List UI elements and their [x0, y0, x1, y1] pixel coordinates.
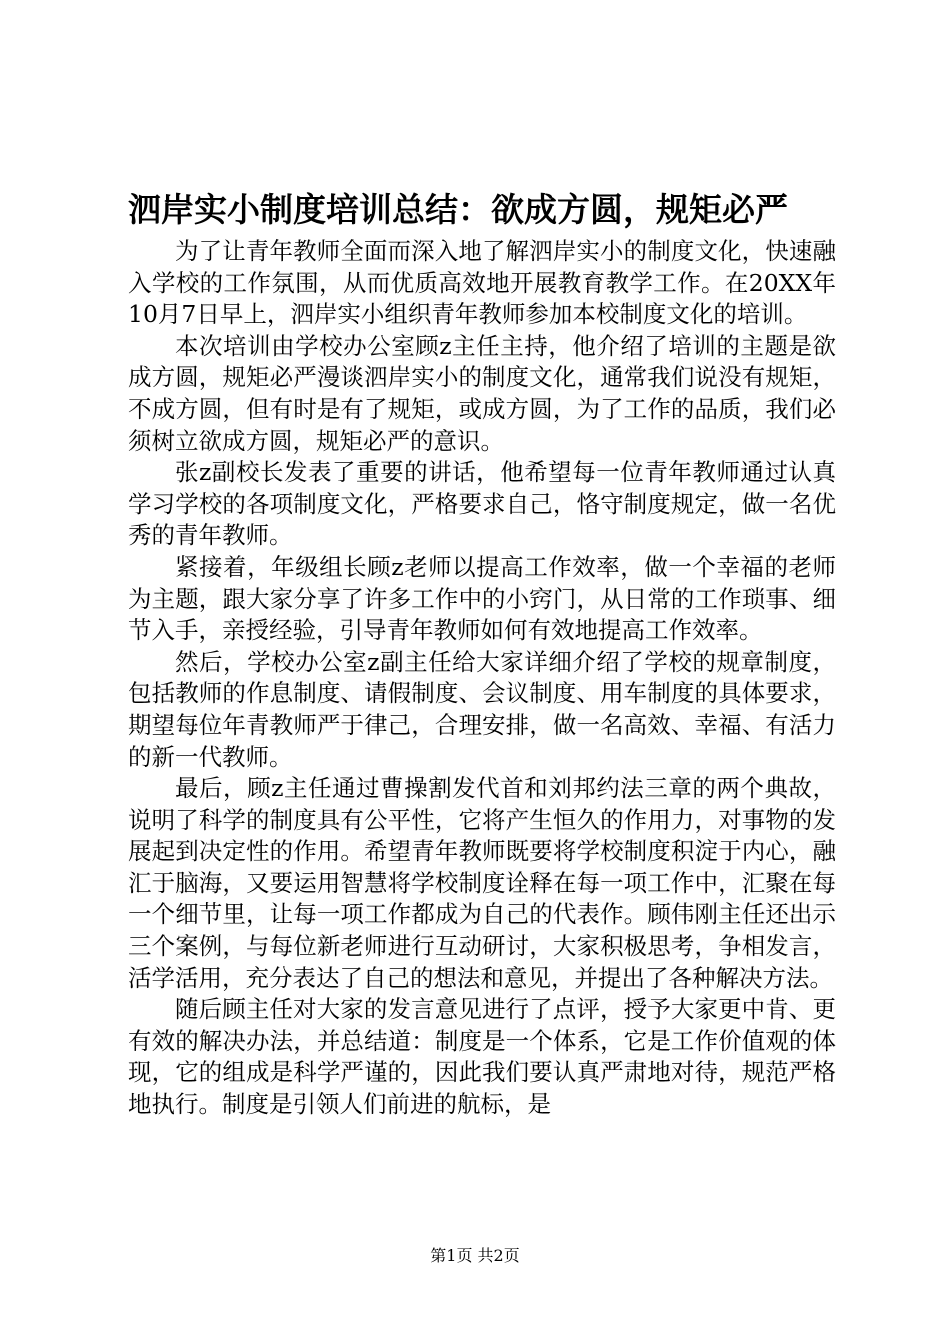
- paragraph: 紧接着，年级组长顾z老师以提高工作效率，做一个幸福的老师为主题，跟大家分享了许多工作中的小窍门，从日常的工作琐事、细节入手，亲授经验，引导青年教师如何有效地提高工作效率。: [128, 552, 836, 645]
- paragraph: 本次培训由学校办公室顾z主任主持，他介绍了培训的主题是欲成方圆，规矩必严漫谈泗岸实小的制度文化，通常我们说没有规矩，不成方圆，但有时是有了规矩，或成方圆，为了工作的品质，我们必须树立欲成方圆，规矩必严的意识。: [128, 331, 836, 455]
- paragraph: 随后顾主任对大家的发言意见进行了点评，授予大家更中肯、更有效的解决办法，并总结道：制度是一个体系，它是工作价值观的体现，它的组成是科学严谨的，因此我们要认真严肃地对待，规范严格地执行。制度是引领人们前进的航标，是: [128, 995, 836, 1119]
- page-footer: 第1页 共2页: [430, 1246, 520, 1265]
- document-body: [128, 236, 836, 1121]
- paragraph: 最后，顾z主任通过曹操割发代首和刘邦约法三章的两个典故，说明了科学的制度具有公平性，它将产生恒久的作用力，对事物的发展起到决定性的作用。希望青年教师既要将学校制度积淀于内心，融汇于脑海，又要运用智慧将学校制度诠释在每一项工作中，汇聚在每一个细节里，让每一项工作都成为自己的代表作。顾伟刚主任还出示三个案例，与每位新老师进行互动研讨，大家积极思考，争相发言，活学活用，充分表达了自己的想法和意见，并提出了各种解决方法。: [128, 774, 836, 992]
- paragraph: 为了让青年教师全面而深入地了解泗岸实小的制度文化，快速融入学校的工作氛围，从而优质高效地开展教育教学工作。在20XX年10月7日早上，泗岸实小组织青年教师参加本校制度文化的培训。: [128, 237, 836, 329]
- document-title: 泗岸实小制度培训总结：欲成方圆，规矩必严: [128, 190, 788, 229]
- paragraph: 然后，学校办公室z副主任给大家详细介绍了学校的规章制度，包括教师的作息制度、请假制度、会议制度、用车制度的具体要求，期望每位年青教师严于律己，合理安排，做一名高效、幸福、有活力的新一代教师。: [128, 647, 836, 771]
- paragraph: 张z副校长发表了重要的讲话，他希望每一位青年教师通过认真学习学校的各项制度文化，严格要求自己，恪守制度规定，做一名优秀的青年教师。: [128, 458, 836, 550]
